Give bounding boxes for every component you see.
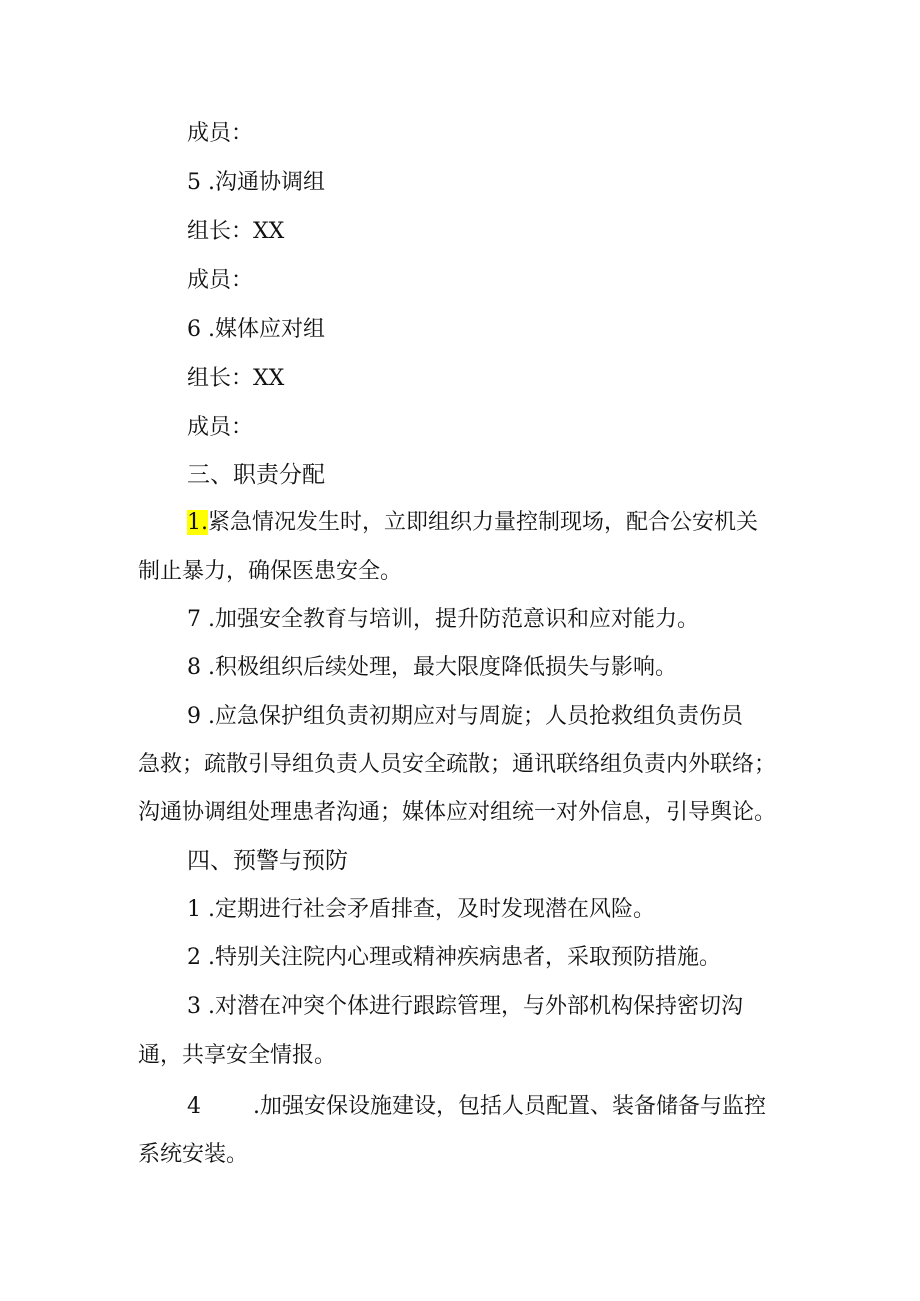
members-line: 成员： <box>187 121 254 146</box>
prevention-item-4-line-1 <box>0 1092 920 1122</box>
paragraph-9-line-3: 沟通协调组处理患者沟通；媒体应对组统一对外信息，引导舆论。 <box>138 800 777 825</box>
group-leader-line: 组长：XX <box>187 366 285 391</box>
paragraph-1-line-1 <box>0 508 920 538</box>
prevention-item-3-line-1: 3 .对潜在冲突个体进行跟踪管理，与外部机构保持密切沟 <box>187 994 743 1019</box>
paragraph-9-line-1: 9 .应急保护组负责初期应对与周旋；人员抢救组负责伤员 <box>187 704 743 729</box>
group-5-title: 5 .沟通协调组 <box>187 170 325 195</box>
prevention-item-3-line-2: 通，共享安全情报。 <box>138 1043 337 1068</box>
paragraph-text: .加强安保设施建设，包括人员配置、装备储备与监控 <box>253 1094 766 1119</box>
paragraph-1-line-2: 制止暴力，确保医患安全。 <box>138 559 403 584</box>
section-heading-responsibilities: 三、职责分配 <box>187 462 325 488</box>
group-6-title: 6 .媒体应对组 <box>187 317 325 342</box>
section-heading-prevention: 四、预警与预防 <box>187 848 348 874</box>
paragraph-7: 7 .加强安全教育与培训，提升防范意识和应对能力。 <box>187 607 699 632</box>
prevention-item-1: 1 .定期进行社会矛盾排查，及时发现潜在风险。 <box>187 897 655 922</box>
prevention-item-2: 2 .特别关注院内心理或精神疾病患者，采取预防措施。 <box>187 945 721 970</box>
group-leader-line: 组长：XX <box>187 219 285 244</box>
paragraph-text: 紧急情况发生时，立即组织力量控制现场，配合公安机关 <box>208 510 759 535</box>
paragraph-8: 8 .积极组织后续处理，最大限度降低损失与影响。 <box>187 655 677 680</box>
members-line: 成员： <box>187 415 254 440</box>
prevention-item-4-line-2: 系统安装。 <box>138 1142 249 1167</box>
item-number: 4 <box>187 1094 201 1119</box>
paragraph-9-line-2: 急救；疏散引导组负责人员安全疏散；通讯联络组负责内外联络； <box>138 752 777 777</box>
highlighted-number: 1. <box>187 510 208 535</box>
members-line: 成员： <box>187 268 254 293</box>
